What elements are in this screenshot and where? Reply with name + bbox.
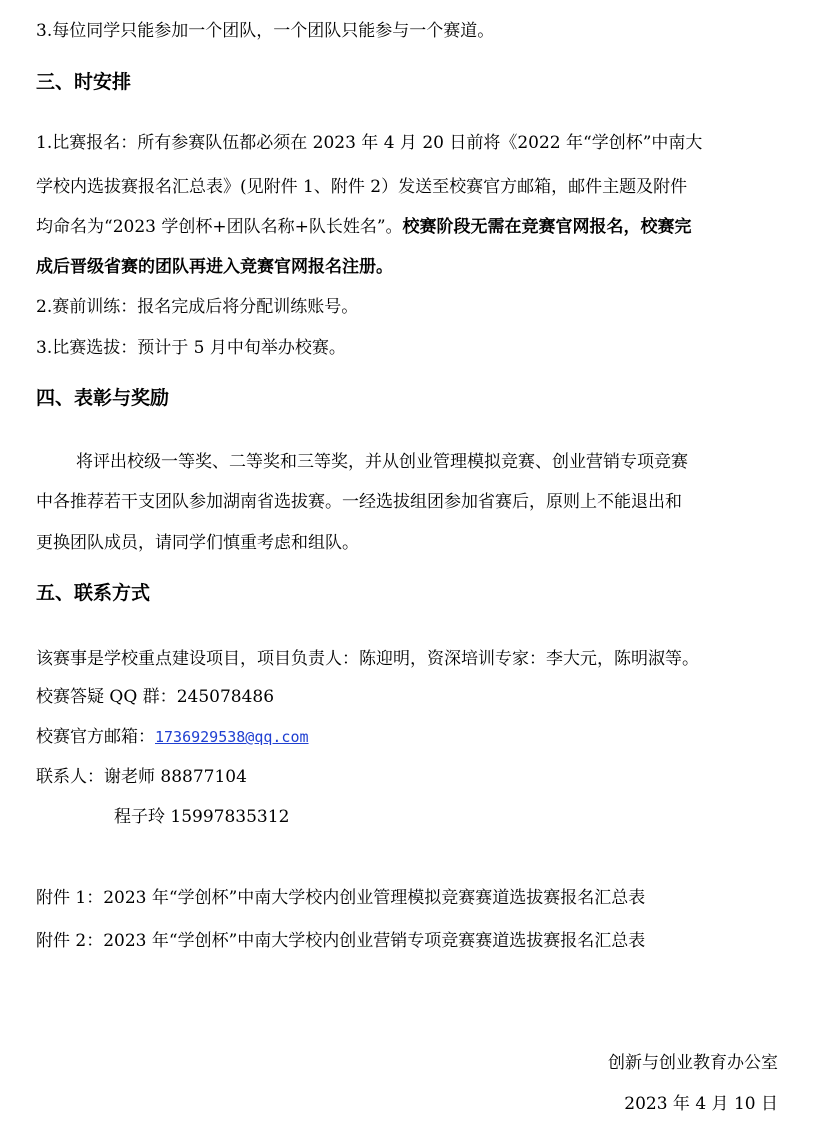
- section-4-line-3: 更换团队成员，请同学们慎重考虑和组队。: [36, 533, 359, 553]
- qq-group-line: [36, 686, 274, 708]
- section-3-paragraph-2: 2.赛前训练：报名完成后将分配训练账号。: [36, 297, 359, 317]
- signature-date: 2023 年 4 月 10 日: [624, 1094, 778, 1114]
- email-line: [36, 726, 309, 748]
- contact-person-1: 谢老师 88877104: [104, 767, 247, 787]
- paragraph-text: 均命名为“2023 学创杯+团队名称+队长姓名”。: [36, 217, 403, 237]
- qq-group-label: 校赛答疑 QQ 群：: [36, 687, 177, 707]
- attachment-1: 附件 1：2023 年“学创杯”中南大学校内创业管理模拟竞赛赛道选拔赛报名汇总表: [36, 888, 646, 908]
- section-5-line-1: 该赛事是学校重点建设项目，项目负责人：陈迎明，资深培训专家：李大元，陈明淑等。: [36, 649, 699, 669]
- contact-person-2: 程子玲 15997835312: [114, 807, 290, 827]
- section-3-paragraph-1-line-4: 成后晋级省赛的团队再进入竞赛官网报名注册。: [36, 257, 393, 277]
- section-4-title: 四、表彰与奖励: [36, 387, 170, 409]
- email-link[interactable]: 1736929538@qq.com: [155, 728, 309, 746]
- section-4-line-2: 中各推荐若干支团队参加湖南省选拔赛。一经选拔组团参加省赛后，原则上不能退出和: [36, 492, 682, 512]
- section-5-title: 五、联系方式: [36, 582, 151, 604]
- rule-3: 3.每位同学只能参加一个团队，一个团队只能参与一个赛道。: [36, 21, 495, 41]
- section-3-paragraph-1-line-3: [36, 216, 692, 238]
- paragraph-bold-text: 校赛阶段无需在竞赛官网报名，校赛完: [402, 217, 692, 237]
- section-3-paragraph-1-line-2: 学校内选拔赛报名汇总表》(见附件 1、附件 2）发送至校赛官方邮箱，邮件主题及附件: [36, 177, 688, 197]
- section-3-paragraph-3: 3.比赛选拔：预计于 5 月中旬举办校赛。: [36, 338, 346, 358]
- attachment-2: 附件 2：2023 年“学创杯”中南大学校内创业营销专项竞赛赛道选拔赛报名汇总表: [36, 931, 646, 951]
- signature-organization: 创新与创业教育办公室: [608, 1053, 778, 1073]
- section-3-paragraph-1-line-1: 1.比赛报名：所有参赛队伍都必须在 2023 年 4 月 20 日前将《2022 年“学创杯”中南大: [36, 133, 703, 153]
- qq-group-number: 245078486: [176, 687, 275, 707]
- contact-label: 联系人：: [36, 767, 104, 787]
- contact-line-1: [36, 766, 247, 788]
- section-4-line-1: 将评出校级一等奖、二等奖和三等奖，并从创业管理模拟竞赛、创业营销专项竞赛: [76, 452, 688, 472]
- email-label: 校赛官方邮箱：: [36, 727, 155, 747]
- section-3-title: 三、时安排: [36, 71, 132, 93]
